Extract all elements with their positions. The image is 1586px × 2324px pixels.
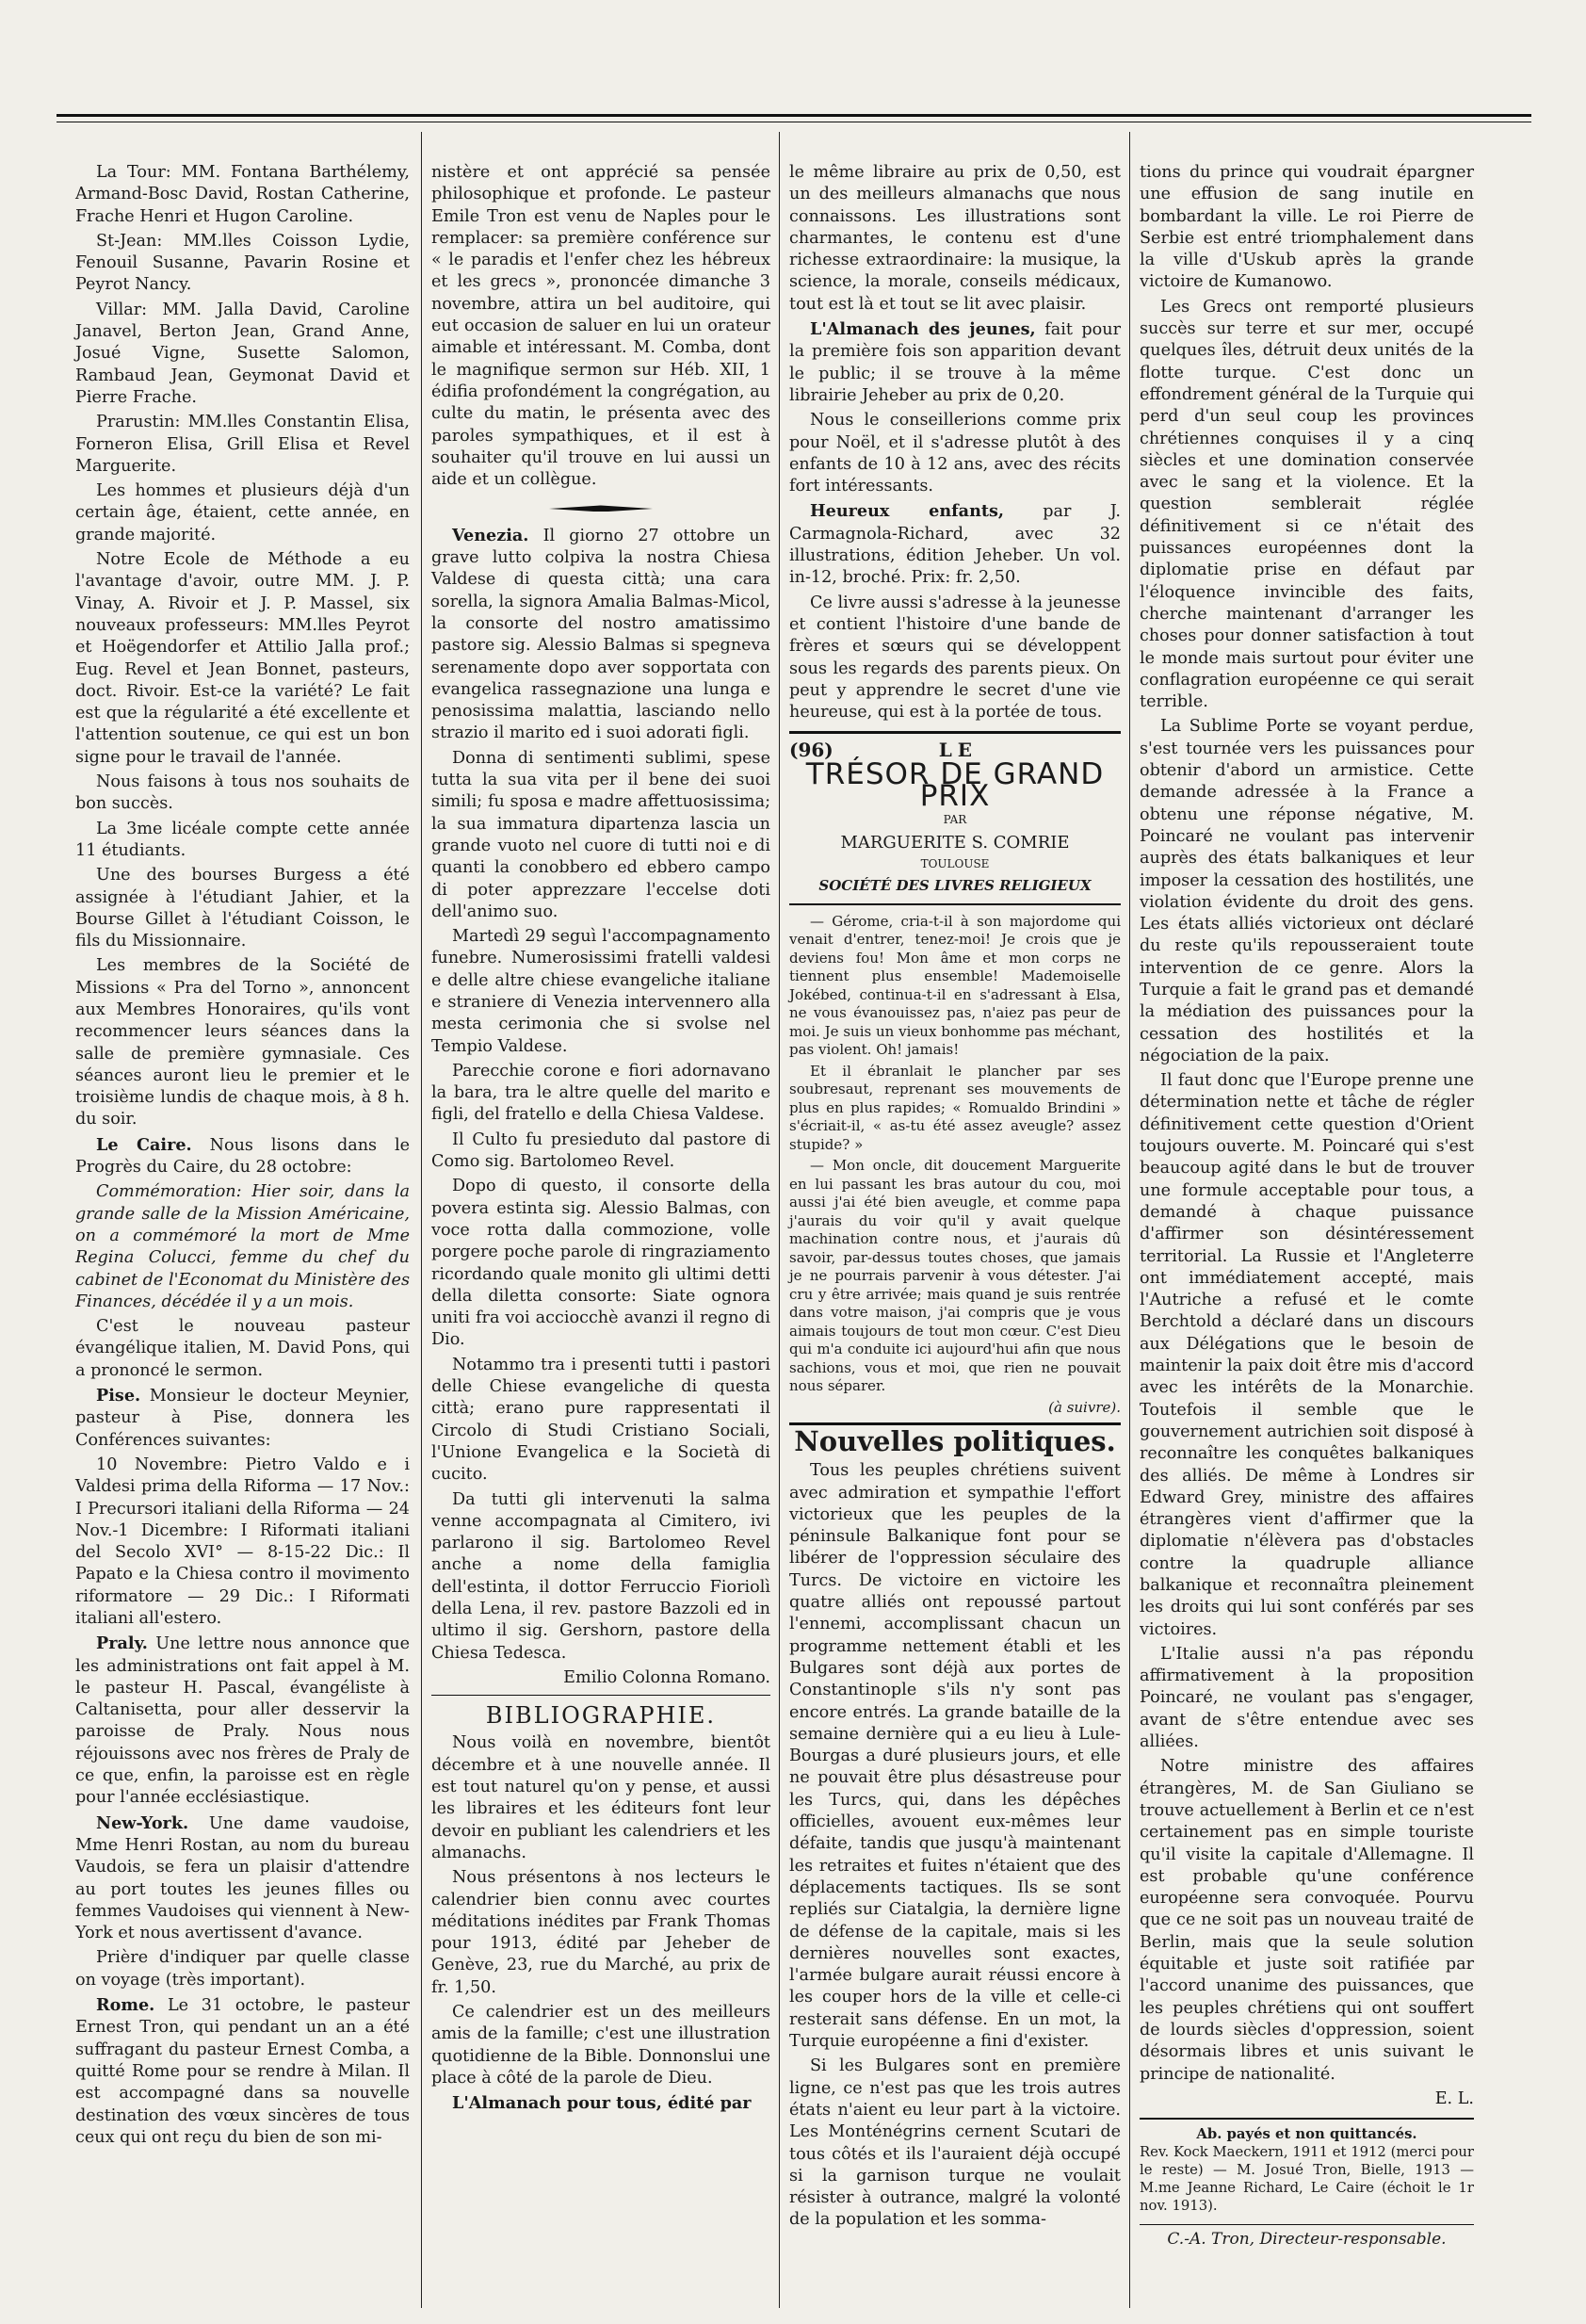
paragraph: Nous faisons à tous nos souhaits de bon succès.: [75, 772, 410, 814]
paragraph: Notre Ecole de Méthode a eu l'avantage d'avoir, outre MM. J. P. Vinay, A. Rivoir et J. P. Massel, six nouveaux professeurs: MM.lles Peyrot et Hoëgendorfer et Attilio Jalla prof.; Eug. Revel et Jean Bonnet, pasteurs, doct. Rivoir. Est-ce la variété? Le fait est que la régularité a été excellente et l'attention soutenue, ce qui est un bon signe pour le travail de l'année.: [75, 550, 410, 767]
paragraph: Une des bourses Burgess a été assignée à l'étudiant Jahier, et la Bourse Gillet à l'étudiant Coisson, le fils du Missionnaire.: [75, 866, 410, 951]
book-title: L'Almanach des jeunes,: [810, 319, 1036, 340]
book-text: par J. Carmagnola-Richard, avec 32 illustrations, édition Jeheber. Un vol. in-12, broché. Prix: fr. 2,50.: [789, 502, 1121, 588]
feuilleton-author: MARGUERITE S. COMRIE: [840, 832, 1070, 853]
feuilleton-paragraph: Et il ébranlait le plancher par ses soubresaut, reprenant ses mouvements de plus en plus rapides; « Romualdo Brindini » s'écriait-il, « as-tu été assez aveugle? assez stupide? »: [789, 1062, 1121, 1153]
feuilleton-le: LE: [938, 739, 979, 762]
paragraph: Il faut donc que l'Europe prenne une détermination nette et tâche de régler définitivement cette question d'Orient toujours ouverte. M. Poincaré qui s'est beaucoup agité dans le but de trouver une formule acceptable pour tous, a demandé à chaque puissance d'affirmer son désintéressement territorial. La Russie et l'Angleterre ont immédiatement accepté, mais l'Autriche a refusé et le comte Berchtold a déclaré dans un discours aux Délégations que le besoin de maintenir la paix doit être mis d'accord avec les intérêts de la Monarchie. Toutefois il semble que le gouvernement autrichien soit disposé à reconnaître les conquêtes balkaniques des alliés. De même à Londres sir Edward Grey, ministre des affaires étrangères vient d'affirmer que la diplomatie n'élèvera pas d'obstacles contre la quadruple alliance balkanique et reconnaîtra pleinement les droits qui lui sont conférés par ses victoires.: [1140, 1071, 1474, 1639]
subscriptions-notice: [1140, 2118, 1474, 2215]
book-text: fait pour la première fois son apparition devant le public; il se trouve à la même librairie Jeheber au prix de 0,20.: [789, 320, 1121, 405]
to-be-continued: (à suivre).: [1048, 1398, 1121, 1416]
paragraph: Donna di sentimenti sublimi, spese tutta la sua vita per il bene dei suoi simili; fu sposa e madre affettuosissima; la sua immatura dipartenza lascia un grande vuoto nel cuore di tutti noi e di quanti la conobbero ed ebbero campo di poter apprezzare l'eccelse doti dell'animo suo.: [431, 748, 770, 921]
paragraph: nistère et ont apprécié sa pensée philosophique et profonde. Le pasteur Emile Tron est venu de Naples pour le remplacer: sa première conférence sur « le paradis et l'enfer chez les hébreux et les grecs », prononcée dimanche 3 novembre, attira un bel auditoire, qui eut occasion de saluer en lui un orateur aimable et intéressant. M. Comba, dont le magnifique sermon sur Héb. XII, 1 édifia profondément la congrégation, au culte du matin, le présenta avec des paroles sympathiques, et il est à souhaiter qu'il trouve en lui aussi un aide et un collègue.: [431, 163, 770, 490]
news-heading: Pise.: [96, 1386, 141, 1406]
news-item-newyork: [75, 1812, 410, 1945]
subscriptions-text: Rev. Kock Maeckern, 1911 et 1912 (merci pour le reste) — M. Josué Tron, Bielle, 1913 — M.me Jeanne Richard, Le Caire (échoit le 1r nov. 1913).: [1140, 2144, 1474, 2215]
news-item-rome: [75, 1994, 410, 2149]
feuilleton-header: [789, 731, 1121, 904]
paragraph: Ce calendrier est un des meilleurs amis de la famille; c'est une illustration quotidienne de la Bible. Donnonslui une place à côté de la parole de Dieu.: [431, 2003, 770, 2088]
book-title: Heureux enfants,: [810, 501, 1005, 522]
paragraph: Prière d'indiquer par quelle classe on voyage (très important).: [75, 1948, 410, 1990]
book-item: [789, 318, 1121, 407]
feuilleton-paragraph: — Gérome, cria-t-il à son majordome qui venait d'entrer, tenez-moi! Je crois que je deviens fou! Mon âme et mon corps ne tiennent plus ensemble! Mademoiselle Jokébed, continua-t-il en s'adressant à Elsa, ne vous évanouissez pas, n'aiez pas peur de moi. Je suis un vieux bonhomme pas méchant, pas violent. Oh! jamais!: [789, 912, 1121, 1058]
book-item: [789, 500, 1121, 589]
column-1: [75, 162, 410, 2152]
top-rule: [57, 114, 1531, 117]
feuilleton-title: TRÉSOR DE GRAND PRIX: [805, 756, 1105, 814]
column-divider: [421, 132, 422, 2308]
column-3: [789, 162, 1121, 2235]
paragraph: Nous le conseillerions comme prix pour Noël, et il s'adresse plutôt à des enfants de 10 à 12 ans, avec des récits fort intéressants.: [789, 411, 1121, 496]
news-text: Monsieur le docteur Meynier, pasteur à Pise, donnera les Conférences suivantes:: [75, 1387, 410, 1450]
paragraph: Notammo tra i presenti tutti i pastori delle Chiese evangeliche di questa città; erano pure rappresentati il Circolo di Studi Cristiano Sociali, l'Unione Evangelica e la Società di cucito.: [431, 1355, 770, 1485]
paragraph: le même libraire au prix de 0,50, est un des meilleurs almanachs que nous connaissons. Les illustrations sont charmantes, le contenu est d'une richesse extraordinaire: la musique, la science, la morale, conseils médicaux, tout est là et tout se lit avec plaisir.: [789, 163, 1121, 314]
paragraph: Parecchie corone e fiori adornavano la bara, tra le altre quelle del marito e figli, del fratello e della Chiesa Valdese.: [431, 1061, 770, 1125]
news-heading: Le Caire.: [96, 1134, 192, 1155]
feuilleton-publisher: SOCIÉTÉ DES LIVRES RELIGIEUX: [818, 877, 1092, 895]
paragraph: tions du prince qui voudrait épargner une effusion de sang inutile en bombardant la ville. Le roi Pierre de Serbie est entré triomphalement dans la ville d'Uskub après la grande victoire de Kumanowo.: [1140, 163, 1474, 292]
editor-signature: C.-A. Tron, Directeur-responsable.: [1140, 2224, 1474, 2251]
column-2: [431, 162, 770, 2118]
section-heading-nouvelles-politiques: Nouvelles politiques.: [794, 1425, 1116, 1457]
signature: Emilio Colonna Romano.: [563, 1667, 770, 1687]
feuilleton-par: PAR: [943, 813, 967, 827]
paragraph: La Tour: MM. Fontana Barthélemy, Armand-Bosc David, Rostan Catherine, Frache Henri et Hugon Caroline.: [75, 163, 410, 226]
news-text: Le 31 octobre, le pasteur Ernest Tron, qui pendant un an a été suffragant du pasteur Ernest Comba, a quitté Rome pour se rendre à Milan. Il est accompagné dans sa nouvelle destination des vœux sincères de tous ceux qui ont reçu du bien de son mi-: [75, 1996, 411, 2147]
news-text: Une lettre nous annonce que les administrations ont fait appel à M. le pasteur H. Pascal, évangéliste à Caltanisetta, pour aller desservir la paroisse de Praly. Nous nous réjouissons avec nos frères de Praly de ce que, enfin, la paroisse est en règle pour l'année ecclésiastique.: [75, 1634, 410, 1808]
subscriptions-heading: Ab. payés et non quittancés.: [1196, 2126, 1417, 2143]
paragraph: Prarustin: MM.lles Constantin Elisa, Forneron Elisa, Grill Elisa et Revel Marguerite.: [75, 413, 410, 476]
paragraph: Les hommes et plusieurs déjà d'un certain âge, étaient, cette année, en grande majorité.: [75, 481, 410, 544]
paragraph: L'Almanach pour tous, édité par: [452, 2093, 752, 2114]
paragraph: 10 Novembre: Pietro Valdo e i Valdesi prima della Riforma — 17 Nov.: I Precursori italiani della Riforma — 24 Nov.-1 Dicembre: I Riformati italiani del Secolo XVI° — 8-15-22 Dic.: Il Papato e la Chiesa contro il movimento riformatore — 29 Dic.: I Riformati italiani all'estero.: [75, 1455, 410, 1628]
column-divider: [1129, 132, 1130, 2308]
news-item-caire: [75, 1134, 410, 1179]
news-text: Il giorno 27 ottobre un grave lutto colpiva la nostra Chiesa Valdese di questa città; una cara sorella, la signora Amalia Balmas-Micol, la consorte del nostro amatissimo pastore sig. Alessio Balmas si spegneva serenamente dopo aver sopportata con evangelica rassegnazione una lunga e penosissima malattia, lasciando nello strazio il marito ed i suoi adorati figli.: [431, 526, 770, 743]
news-heading: Venezia.: [452, 525, 529, 545]
paragraph: Nous présentons à nos lecteurs le calendrier bien connu avec courtes méditations inédites par Frank Thomas pour 1913, édité par Jeheber de Genève, 23, rue du Marché, au prix de fr. 1,50.: [431, 1868, 770, 1997]
paragraph: Les membres de la Société de Missions « Pra del Torno », annoncent aux Membres Honoraires, qu'ils vont recommencer leurs séances dans la salle de première gymnasiale. Ces séances auront lieu le premier et le troisième lundis de chaque mois, à 8 h. du soir.: [75, 956, 410, 1129]
paragraph: Si les Bulgares sont en première ligne, ce n'est pas que les trois autres états n'aient eu leur part à la victoire. Les Monténégrins cernent Scutari de tous côtés et ils l'auraient déjà occupé si la garnison turque ne voulait résister à outrance, malgré la volonté de la population et les somma-: [789, 2056, 1121, 2230]
paragraph: La Sublime Porte se voyant perdue, s'est tournée vers les puissances pour obtenir d'abord un armistice. Cette demande adressée à la France a obtenu une réponse négative, M. Poincaré ne voulant pas intervenir auprès des états balkaniques et leur imposer la cessation des hostilités, une violation évidente du droit des gens. Les états alliés victorieux ont déclaré du reste qu'ils repousseraient toute intervention de ce genre. Alors la Turquie a fait le grand pas et demandé la médiation des puissances pour la cessation des hostilités et la négociation de la paix.: [1140, 717, 1474, 1065]
paragraph: Il Culto fu presieduto dal pastore di Como sig. Bartolomeo Revel.: [431, 1129, 770, 1172]
section-rule: [431, 1695, 770, 1696]
feuilleton-city: TOULOUSE: [920, 856, 990, 870]
signature: E. L.: [1434, 2088, 1474, 2108]
paragraph: Dopo di questo, il consorte della povera estinta sig. Alessio Balmas, con voce rotta dalla commozione, volle porgere poche parole di ringraziamento ricordando quale monito gli ultimi detti della diletta consorte: Siate ognora uniti fra voi acciocchè avanzi il regno di Dio.: [431, 1177, 770, 1350]
paragraph: C'est le nouveau pasteur évangélique italien, M. David Pons, qui a prononcé le sermon.: [75, 1317, 410, 1380]
news-text: Nous lisons dans le Progrès du Caire, du 28 octobre:: [75, 1135, 410, 1178]
news-heading: New-York.: [96, 1812, 189, 1833]
paragraph: Martedì 29 seguì l'accompagnamento funebre. Numerosissimi fratelli valdesi e delle altre chiese evangeliche italiane e straniere di Venezia intervennero alla mesta cerimonia che si svolse nel Tempio Valdese.: [431, 927, 770, 1056]
paragraph: Tous les peuples chrétiens suivent avec admiration et sympathie l'effort victorieux que les peuples de la péninsule Balkanique font pour se libérer de l'oppression séculaire des Turcs. De victoire en victoire les quatre alliés ont repoussé partout l'ennemi, accomplissant chacun un programme nettement établi et les Bulgares sont déjà aux portes de Constantinople s'ils n'y sont pas encore entrés. La grande bataille de la semaine dernière qui a eu lieu à Lule-Bourgas a duré plusieurs jours, et elle ne pouvait être plus désastreuse pour les Turcs, qui, dans les dépêches officielles, avouent eux-mêmes leur défaite, tandis que jusqu'à maintenant les retraites et fuites n'étaient que des déplacements tactiques. Ils se sont repliés sur Ciatalgia, la dernière ligne de défense de la capitale, mais si les dernières nouvelles sont exactes, l'armée bulgare aurait réussi encore à les couper hors de la ville et celle-ci resterait sans défense. En un mot, la Turquie européenne a fini d'exister.: [789, 1461, 1121, 2052]
paragraph: Da tutti gli intervenuti la salma venne accompagnata al Cimitero, ivi parlarono il sig. Bartolomeo Revel anche a nome della famiglia dell'estinta, il dottor Ferruccio Fioriolì della Lena, il rev. pastore Bazzoli ed in ultimo il sig. Gershorn, pastore della Chiesa Tedesca.: [431, 1489, 770, 1663]
paragraph: Commémoration: Hier soir, dans la grande salle de la Mission Américaine, on a commémoré la mort de Mme Regina Colucci, femme du chef du cabinet de l'Economat du Ministère des Finances, décédée il y a un mois.: [75, 1182, 410, 1311]
paragraph: Nous voilà en novembre, bientôt décembre et à une nouvelle année. Il est tout naturel qu'on y pense, et aussi les libraires et les éditeurs font leur devoir en publiant les calendriers et les almanachs.: [431, 1733, 770, 1862]
paragraph: Ce livre aussi s'adresse à la jeunesse et contient l'histoire d'une bande de frères et sœurs qui se développent sous les regards des parents pieux. On peut y apprendre le secret d'une vie heureuse, qui est à la portée de tous.: [789, 593, 1121, 723]
news-item-pise: [75, 1385, 410, 1452]
news-item-venezia: [431, 525, 770, 745]
news-text: Une dame vaudoise, Mme Henri Rostan, au nom du bureau Vaudois, se fera un plaisir d'attendre au port toutes les jeunes filles ou femmes Vaudoises qui viennent à New-York et nous avertissent d'avance.: [75, 1813, 410, 1943]
news-heading: Rome.: [96, 1995, 155, 2016]
column-4: [1140, 162, 1474, 2251]
feuilleton-number: (96): [789, 739, 833, 762]
news-item-praly: [75, 1633, 410, 1809]
news-heading: Praly.: [96, 1633, 148, 1654]
paragraph: St-Jean: MM.lles Coisson Lydie, Fenouil Susanne, Pavarin Rosine et Peyrot Nancy.: [75, 231, 410, 295]
column-divider: [779, 132, 780, 2308]
section-heading-bibliographie: BIBLIOGRAPHIE.: [485, 1702, 717, 1730]
paragraph: Notre ministre des affaires étrangères, M. de San Giuliano se trouve actuellement à Berlin et ce n'est certainement pas en simple touriste qu'il visite la capitale d'Allemagne. Il est probable qu'une conférence européenne sera convoquée. Pourvu que ce ne soit pas un nouveau traité de Berlin, mais que la seule solution équitable et juste soit ratifiée par l'accord unanime des puissances, que les peuples chrétiens qui ont souffert de lourds siècles d'oppression, soient désormais libres et unis suivant le principe de nationalité.: [1140, 1757, 1474, 2084]
ornament-divider: [431, 496, 770, 518]
feuilleton-paragraph: — Mon oncle, dit doucement Marguerite en lui passant les bras autour du cou, moi aussi j'ai été bien aveugle, et comme papa j'aurais du voir qu'il y avait quelque machination contre nous, et j'aurais dû savoir, par-dessus toutes choses, que jamais je ne pourrais parvenir à vous détester. J'ai cru y être arrivée; mais quand je suis rentrée dans votre maison, j'ai compris que je vous aimais toujours de tout mon cœur. C'est Dieu qui m'a conduite ici aujourd'hui afin que nous sachions, vous et moi, que rien ne pouvait nous séparer.: [789, 1157, 1121, 1394]
paragraph: Villar: MM. Jalla David, Caroline Janavel, Berton Jean, Grand Anne, Josué Vigne, Susette Salomon, Rambaud Jean, Geymonat David et Pierre Frache.: [75, 300, 410, 407]
paragraph: L'Italie aussi n'a pas répondu affirmativement à la proposition Poincaré, ne voulant pas s'engager, avant de s'être entendue avec ses alliées.: [1140, 1644, 1474, 1752]
paragraph: La 3me licéale compte cette année 11 étudiants.: [75, 819, 410, 860]
paragraph: Les Grecs ont remporté plusieurs succès sur terre et sur mer, occupé quelques îles, détruit deux unités de la flotte turque. C'est donc un effondrement général de la Turquie qui perd d'un seul coup les provinces chrétiennes conquises il y a cinq siècles et une domination conservée avec le sang et la violence. Et la question semblerait réglée définitivement si ce n'était des puissances européennes dont la diplomatie prise en défaut par l'éloquence invincible des faits, cherche maintenant d'arranger les choses pour donner satisfaction à tout le monde mais surtout pour éviter une conflagration européenne ce qui serait terrible.: [1140, 297, 1474, 712]
